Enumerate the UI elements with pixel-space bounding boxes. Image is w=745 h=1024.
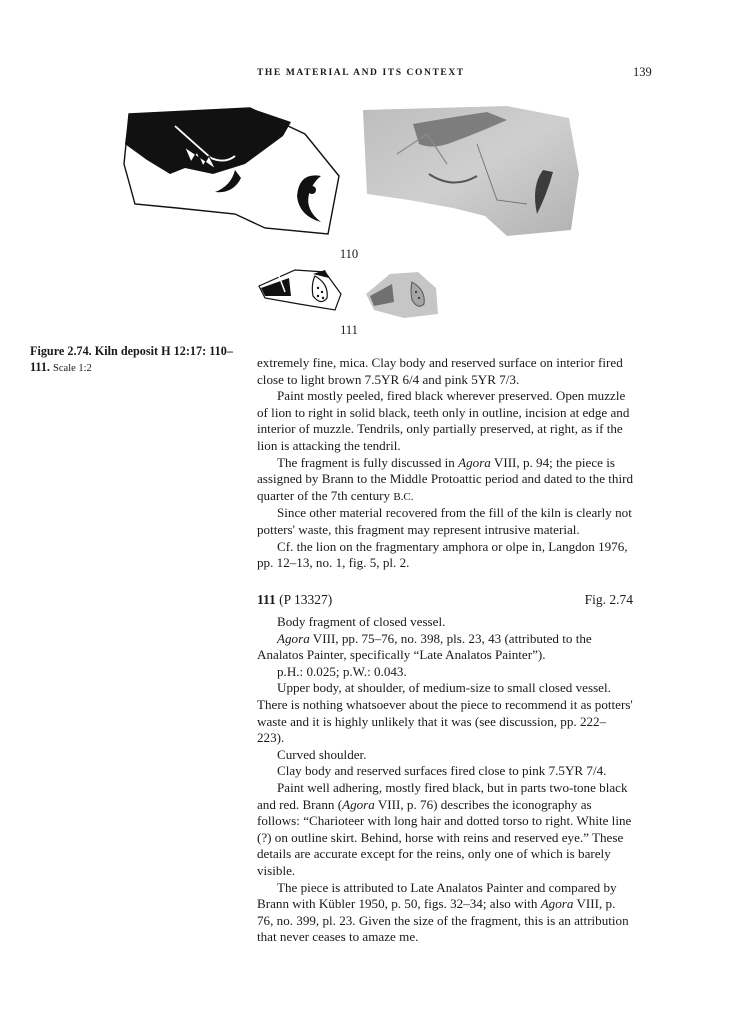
entry-111-figure-ref: Fig. 2.74 <box>584 592 633 607</box>
fragment-111-drawing <box>255 266 345 314</box>
entry-110-paragraph: Since other material recovered from the fill of the kiln is clearly not potters' waste, this fragment may represent intrusive material. <box>257 505 632 537</box>
entry-111-paragraph: Curved shoulder. <box>277 746 367 762</box>
entry-111-inventory: (P 13327) <box>279 592 333 607</box>
fragment-110-photo <box>357 104 581 238</box>
entry-111-paragraph: Upper body, at shoulder, of medium-size to small closed vessel. There is nothing whatsoever about the piece to recommend it as potters' waste and it is highly unlikely that it was (see discussion, pp. 222–223). <box>257 680 633 746</box>
page-number: 139 <box>633 65 652 79</box>
entry-111-paragraph: Agora VIII, pp. 75–76, no. 398, pls. 23, 43 (attributed to the Analatos Painter, specifically “Late Analatos Painter”). <box>257 630 592 663</box>
caption-title: Figure 2.74. Kiln deposit H 12:17: 110–111. <box>30 344 233 374</box>
entry-110-paragraph: The fragment is fully discussed in Agora VIII, p. 94; the piece is assigned by Brann to the Middle Protoattic period and dated to the third quarter of the 7th century B.C. <box>257 454 634 503</box>
fragment-110-drawing <box>115 104 343 239</box>
caption-scale: Scale 1:2 <box>53 363 92 374</box>
entry-111-paragraph: p.H.: 0.025; p.W.: 0.043. <box>277 663 407 679</box>
entry-110-paragraph: Paint mostly peeled, fired black wherever preserved. Open muzzle of lion to right in solid black, teeth only in outline, incision at edge and interior of muzzle. Tendrils, only partially preserved, at right, as if the lion is attacking the tendril. <box>257 388 630 453</box>
figure-caption <box>30 343 240 377</box>
entry-111-paragraph: Body fragment of closed vessel. <box>277 614 446 629</box>
entry-111-text <box>257 614 633 946</box>
entry-111-paragraph: Paint well adhering, mostly fired black, but in parts two-tone black and red. Brann (Agora VIII, p. 76) describes the iconography as follows: “Charioteer with long hair and dotted torso to right. White line (?) on outline skirt. Behind, horse with reins and reserved eye.” These details are accurate except for the reins, only one of which is barely visible. <box>257 779 632 878</box>
entry-111-paragraph: Clay body and reserved surfaces fired close to pink 7.5YR 7/4. <box>277 763 607 779</box>
entry-111-number: 111 <box>257 592 276 607</box>
fragment-111-photo <box>360 266 442 322</box>
entry-110-paragraph: Cf. the lion on the fragmentary amphora or olpe in, Langdon 1976, pp. 12–13, no. 1, fig. 5, pl. 2. <box>257 538 628 571</box>
figure-110-label: 110 <box>339 247 359 261</box>
figure-111-label: 111 <box>340 323 358 337</box>
running-header: THE MATERIAL AND ITS CONTEXT <box>257 68 465 78</box>
entry-111-paragraph: The piece is attributed to Late Analatos Painter and compared by Brann with Kübler 1950, p. 50, figs. 32–34; also with Agora VIII, p. 76, no. 399, pl. 23. Given the size of the fragment, this is an attribution that never ceases to amaze me. <box>257 879 629 945</box>
entry-110-paragraph: extremely fine, mica. Clay body and reserved surface on interior fired close to light brown 7.5YR 6/4 and pink 5YR 7/3. <box>257 355 623 387</box>
entry-111-heading <box>257 592 633 608</box>
entry-110-text <box>257 355 633 572</box>
